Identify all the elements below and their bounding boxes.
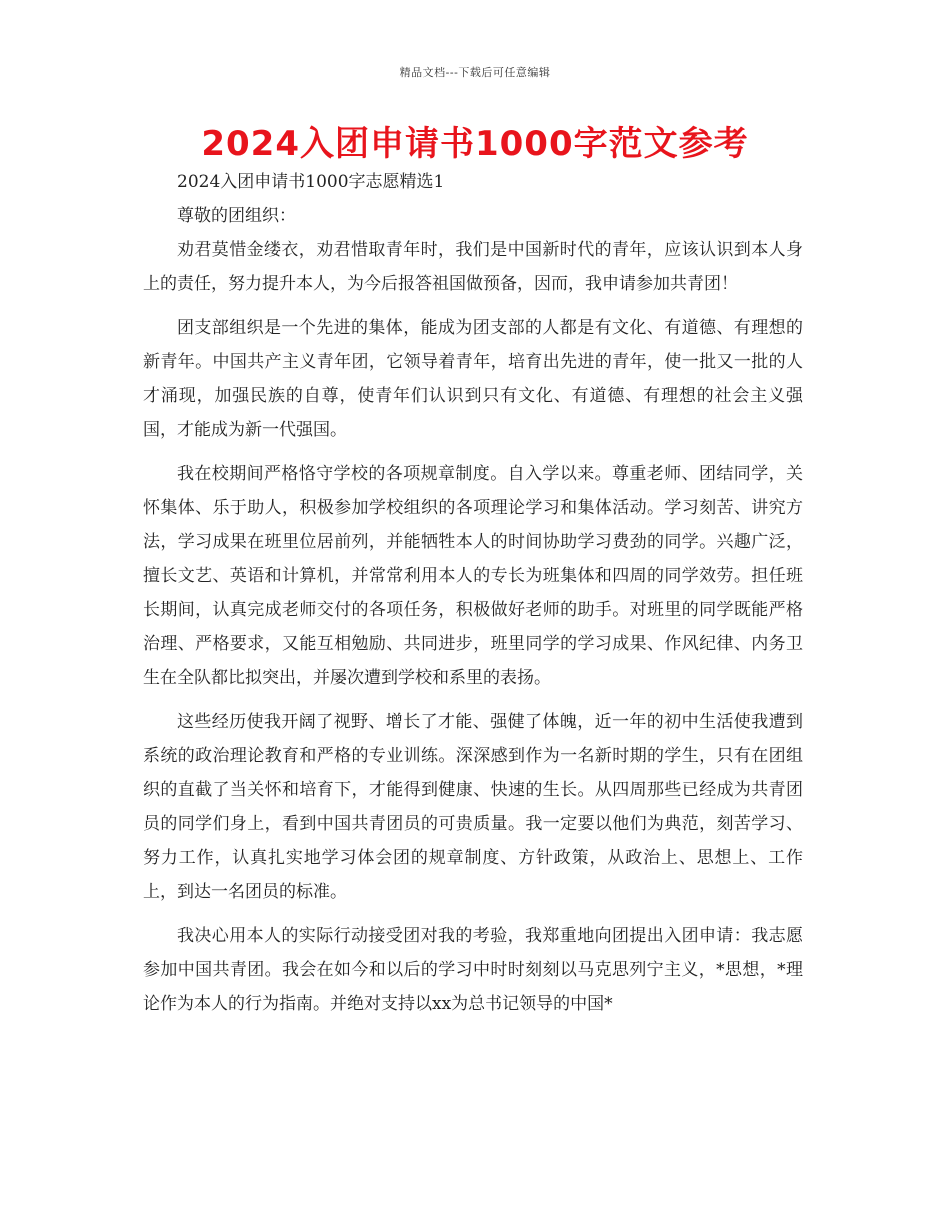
paragraph: 我决心用本人的实际行动接受团对我的考验，我郑重地向团提出入团申请：我志愿参加中国共青团。我会在如今和以后的学习中时时刻刻以马克思列宁主义，*思想，*理论作为本人的行为指南。并绝对支持以xx为总书记领导的中国* [143, 926, 803, 1014]
header-note: 精品文档---下载后可任意编辑 [399, 66, 551, 79]
paragraph: 这些经历使我开阔了视野、增长了才能、强健了体魄，近一年的初中生活使我遭到系统的政治理论教育和严格的专业训练。深深感到作为一名新时期的学生，只有在团组织的直截了当关怀和培育下，才能得到健康、快速的生长。从四周那些已经成为共青团员的同学们身上，看到中国共青团员的可贵质量。我一定要以他们为典范，刻苦学习、努力工作，认真扎实地学习体会团的规章制度、方针政策，从政治上、思想上、工作上，到达一名团员的标准。 [143, 712, 803, 902]
document-title: 2024入团申请书1000字范文参考 [201, 124, 749, 164]
paragraph: 我在校期间严格恪守学校的各项规章制度。自入学以来。尊重老师、团结同学，关怀集体、乐于助人，积极参加学校组织的各项理论学习和集体活动。学习刻苦、讲究方法，学习成果在班里位居前列，并能牺牲本人的时间协助学习费劲的同学。兴趣广泛，擅长文艺、英语和计算机，并常常利用本人的专长为班集体和四周的同学效劳。担任班长期间，认真完成老师交付的各项任务，积极做好老师的助手。对班里的同学既能严格治理、严格要求，又能互相勉励、共同进步，班里同学的学习成果、作风纪律、内务卫生在全队都比拟突出，并屡次遭到学校和系里的表扬。 [143, 464, 803, 688]
paragraph: 劝君莫惜金缕衣，劝君惜取青年时，我们是中国新时代的青年，应该认识到本人身上的责任，努力提升本人，为今后报答祖国做预备，因而，我申请参加共青团！ [143, 240, 803, 294]
salutation: 尊敬的团组织： [177, 206, 296, 226]
paragraph: 团支部组织是一个先进的集体，能成为团支部的人都是有文化、有道德、有理想的新青年。中国共产主义青年团，它领导着青年，培育出先进的青年，使一批又一批的人才涌现，加强民族的自尊，使青年们认识到只有文化、有道德、有理想的社会主义强国，才能成为新一代强国。 [143, 318, 803, 440]
document-body [143, 165, 803, 1021]
document-subtitle: 2024入团申请书1000字志愿精选1 [177, 172, 445, 192]
